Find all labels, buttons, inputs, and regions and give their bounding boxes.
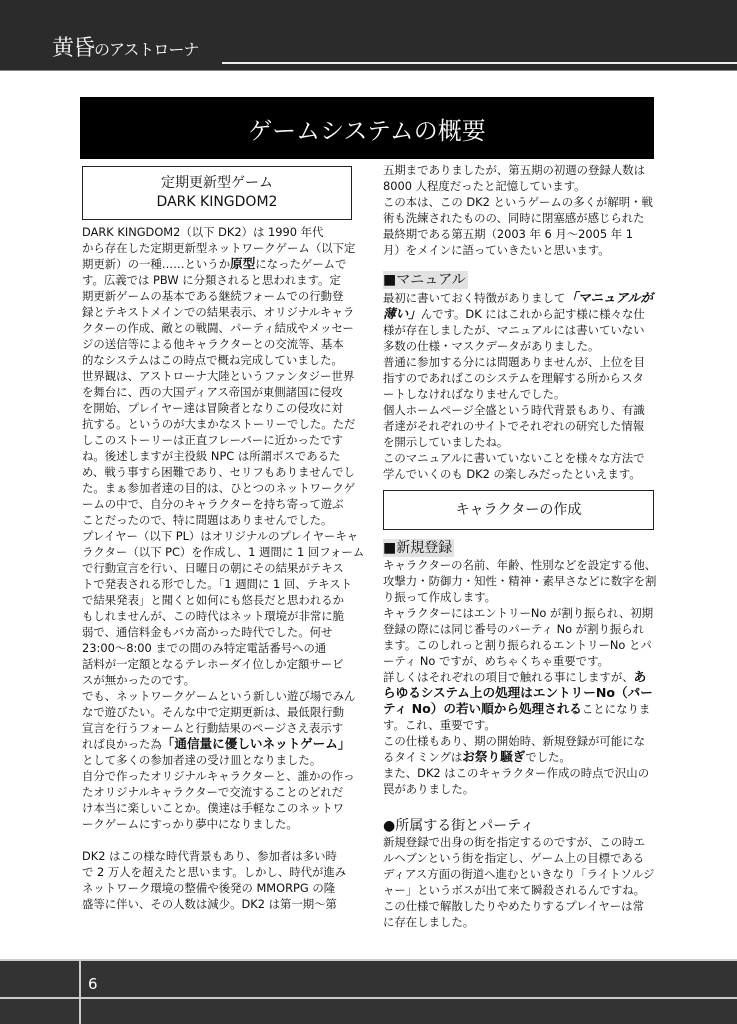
text-line: 最終期である第五期（2003 年 6 月～2005 年 1 [383, 227, 634, 241]
text-line: め、戦う事すら困難であり、セリフもありませんでし [82, 465, 355, 479]
emphasis-text: 薄い」 [383, 306, 421, 321]
text-line: ークゲームにすっかり夢中になりました。 [82, 817, 298, 831]
text-line: DK2 はこの様な時代背景もあり、参加者は多い時 [82, 849, 337, 863]
text-line: 学んでいくのも DK2 の楽しみだったといえます。 [383, 467, 641, 481]
text-line: このマニュアルに書いていないことを様々な方法で [383, 451, 645, 465]
text-line [82, 832, 364, 848]
text-line: ます。このしれっと割り振られるエントリーNo とパ [383, 638, 652, 652]
text-line: 月）をメインに語っていきたいと思います。 [383, 243, 610, 257]
town-text [383, 834, 654, 930]
page-title: ゲームシステムの概要 [80, 97, 654, 159]
text-line: 者達がそれぞれのサイトでそれぞれの研究した情報 [383, 419, 645, 433]
text-line: クターの作成、敵との戦闘、パーティ結成やメッセー [82, 321, 354, 335]
bold-text: ティ No）の若い順から処理される [383, 701, 582, 716]
text-line: この仕様もあり、期の開始時、新規登録が可能にな [383, 734, 645, 748]
text-line: 指すのであればこのシステムを理解する所からスタ [383, 371, 644, 385]
text-line: を開示していましたね。 [383, 435, 509, 449]
text-line: ームの中で、自分のキャラクターを持ち寄って遊ぶ [82, 497, 344, 511]
text-line: 宣言を行うフォームと行動結果のページさえ表示す [82, 721, 344, 735]
text-segment: 詳しくはそれぞれの項目で触れる事にしますが、 [383, 670, 634, 684]
text-line: 術も洗練されたものの、同時に閉塞感が感じられた [383, 211, 645, 225]
text-line: 的なシステムはこの時点で概ね完成していました。 [82, 353, 343, 367]
text-line: 世界観は、アストローナ大陸というファンタジー世界 [82, 369, 355, 383]
text-line: ディアス方面の街道へ進むといきなり「ライトソルジ [383, 867, 655, 881]
text-line: 罠がありました。 [383, 782, 475, 796]
text-line: 普通に参加する分には問題ありませんが、上位を目 [383, 355, 645, 369]
text-line [383, 669, 656, 685]
text-line: プレイヤー（以下 PL）はオリジナルのプレイヤーキャ [82, 529, 359, 543]
text-line [383, 306, 653, 322]
text-segment: ことになりま [581, 702, 651, 716]
text-segment: れば良かった為 [82, 737, 162, 751]
text-line: す。広義では PBW に分類されると思われます。定 [82, 273, 341, 287]
text-line: たオリジナルキャラクターで交流することのどれだ [82, 785, 344, 799]
text-line: ネットワーク環境の整備や後発の MMORPG の隆 [82, 881, 336, 895]
text-line: 様が存在しましたが、マニュアルには書いていない [383, 323, 645, 337]
text-line: ャー」というボスが出て来て瞬殺されるんですね。 [383, 883, 645, 897]
footer-band [0, 961, 737, 997]
text-line: スが無かったのです。 [82, 673, 195, 687]
text-line: 盛等に伴い、その人数は減少。DK2 は第一期～第 [82, 897, 337, 911]
game-genre: 定期更新型ゲーム [161, 175, 273, 191]
text-line: また、DK2 はこのキャラクター作成の時点で沢山の [383, 766, 650, 780]
text-line: この本は、この DK2 というゲームの多くが解明・戦 [383, 195, 653, 209]
title-sub: のアストローナ [94, 40, 199, 59]
registration-heading: ■新規登録 [383, 540, 453, 556]
text-line: 23:00～8:00 までの間のみ特定電話番号への通 [82, 641, 327, 655]
text-segment: 期更新）の一種……というか [82, 257, 231, 271]
bold-text: 「通信量に優しいネットゲーム」 [161, 736, 351, 751]
publication-title [52, 31, 198, 62]
game-name: DARK KINGDOM2 [156, 194, 278, 210]
emphasis-text: 「マニュアルが [565, 290, 653, 305]
text-line: に存在しました。 [383, 915, 475, 929]
text-line: り振って作成します。 [383, 590, 496, 604]
text-line: で行動宣言を行い、日曜日の朝にその結果がテキス [82, 561, 344, 575]
text-line: 弱で、通信料金もバカ高かった時代でした。何せ [82, 625, 333, 639]
text-line: この仕様で解散したりやめたりするプレイヤーは常 [383, 899, 644, 913]
text-line: を開始、プレイヤー達は冒険者となりこの侵攻に対 [82, 401, 343, 415]
text-line [383, 685, 656, 701]
registration-text [383, 557, 656, 797]
text-line: で 2 万人を超えたと思います。しかし、時代が進み [82, 865, 347, 879]
bold-text: あ [633, 669, 647, 684]
text-line [82, 736, 364, 752]
text-line: 攻撃力・防御力・知性・精神・素早さなどに数字を割 [383, 574, 657, 588]
bold-text: らゆるシステム上の処理はエントリーNo（パー [383, 685, 653, 700]
text-line [383, 290, 653, 306]
manual-text [383, 290, 653, 482]
text-line: け本当に楽しいことか。僕達は手軽なこのネットワ [82, 801, 344, 815]
text-line: ことだったので、特に問題はありませんでした。 [82, 513, 333, 527]
footer-band-lower [0, 999, 737, 1024]
text-line: DARK KINGDOM2（以下 DK2）は 1990 年代 [82, 225, 324, 239]
text-line: 抗する。というのが大まかなストーリーでした。ただ [82, 417, 356, 431]
text-line: 新規登録で出身の街を指定するのですが、この時エ [383, 835, 645, 849]
town-heading: ●所属する街とパーティ [383, 818, 535, 834]
text-line: 録とテキストメインでの結果表示、オリジナルキャラ [82, 305, 355, 319]
section-title-box [383, 490, 654, 530]
text-line: トで発表される形でした。「1 週間に 1 回、テキスト [82, 577, 353, 591]
text-line: 期更新ゲームの基本である継続フォームでの行動登 [82, 289, 344, 303]
footer-divider [79, 960, 81, 1024]
text-line: 自分で作ったオリジナルキャラクターと、誰かの作っ [82, 769, 355, 783]
right-intro-text [383, 162, 653, 258]
text-line: キャラクターにはエントリーNo が割り振られ、初期 [383, 606, 654, 620]
header-rule [222, 62, 737, 64]
text-line: ね。後述しますが主役級 NPC は所謂ボスであるた [82, 449, 341, 463]
text-segment: んです。DK にはこれから記す様に様々な仕 [420, 307, 645, 321]
text-line: ジの送信等による他キャラクターとの交流等、基本 [82, 337, 344, 351]
text-segment: るタイミングは [383, 750, 463, 764]
text-line [383, 749, 656, 765]
text-line: ートしなければなりませんでした。 [383, 387, 566, 401]
manual-heading: ■マニュアル [383, 272, 466, 288]
text-line [383, 701, 656, 717]
text-line: キャラクターの名前、年齢、性別などを設定する他、 [383, 558, 657, 572]
text-line: なで遊びたい。そんな中で定期更新は、最低限行動 [82, 705, 344, 719]
section-title: キャラクターの作成 [455, 501, 582, 518]
bold-text: 原型 [230, 256, 256, 271]
page-number: 6 [88, 975, 98, 993]
text-segment: 最初に書いておく特徴がありまして [383, 291, 566, 305]
text-line: す。これ、重要です。 [383, 718, 496, 732]
left-column-text [82, 224, 364, 912]
text-line: として多くの参加者達の受け皿となりました。 [82, 753, 322, 767]
text-line: 登録の際には同じ番号のパーティ No が割り振られ [383, 622, 645, 636]
text-line: 8000 人程度だったと記憶しています。 [383, 179, 586, 193]
text-line: ルヘブンという街を指定し、ゲーム上の目標である [383, 851, 645, 865]
text-line: しこのストーリーは正直フレーバーに近かったです [82, 433, 343, 447]
text-segment: でした。 [525, 750, 571, 764]
text-line: でも、ネットワークゲームという新しい遊び場でみん [82, 689, 356, 703]
game-title-box [82, 166, 352, 220]
text-line: 話料が一定額となるテレホーダイ位しか定額サービ [82, 657, 344, 671]
text-line: から存在した定期更新型ネットワークゲーム（以下定 [82, 241, 356, 255]
bold-text: お祭り騒ぎ [462, 749, 526, 764]
text-line: もしれませんが、この時代はネット環境が非常に脆 [82, 609, 344, 623]
text-line: 多数の仕様・マスクデータがありました。 [383, 339, 600, 353]
text-line: 五期までありましたが、第五期の初週の登録人数は [383, 163, 645, 177]
text-segment: になったゲームで [255, 257, 347, 271]
text-line: を舞台に、西の大国ディアス帝国が東側諸国に侵攻 [82, 385, 343, 399]
text-line: ラクター（以下 PC）を作成し、1 週間に 1 回フォーム [82, 545, 365, 559]
text-line: で結果発表」と聞くと如何にも悠長だと思われるか [82, 593, 344, 607]
page-header [0, 0, 737, 71]
title-main: 黄昏 [52, 36, 95, 61]
text-line [82, 256, 364, 272]
text-line: ーティ No ですが、めちゃくちゃ重要です。 [383, 654, 609, 668]
text-line: 個人ホームページ全盛という時代背景もあり、有識 [383, 403, 645, 417]
text-line: た。まぁ参加者達の目的は、ひとつのネットワークゲ [82, 481, 356, 495]
